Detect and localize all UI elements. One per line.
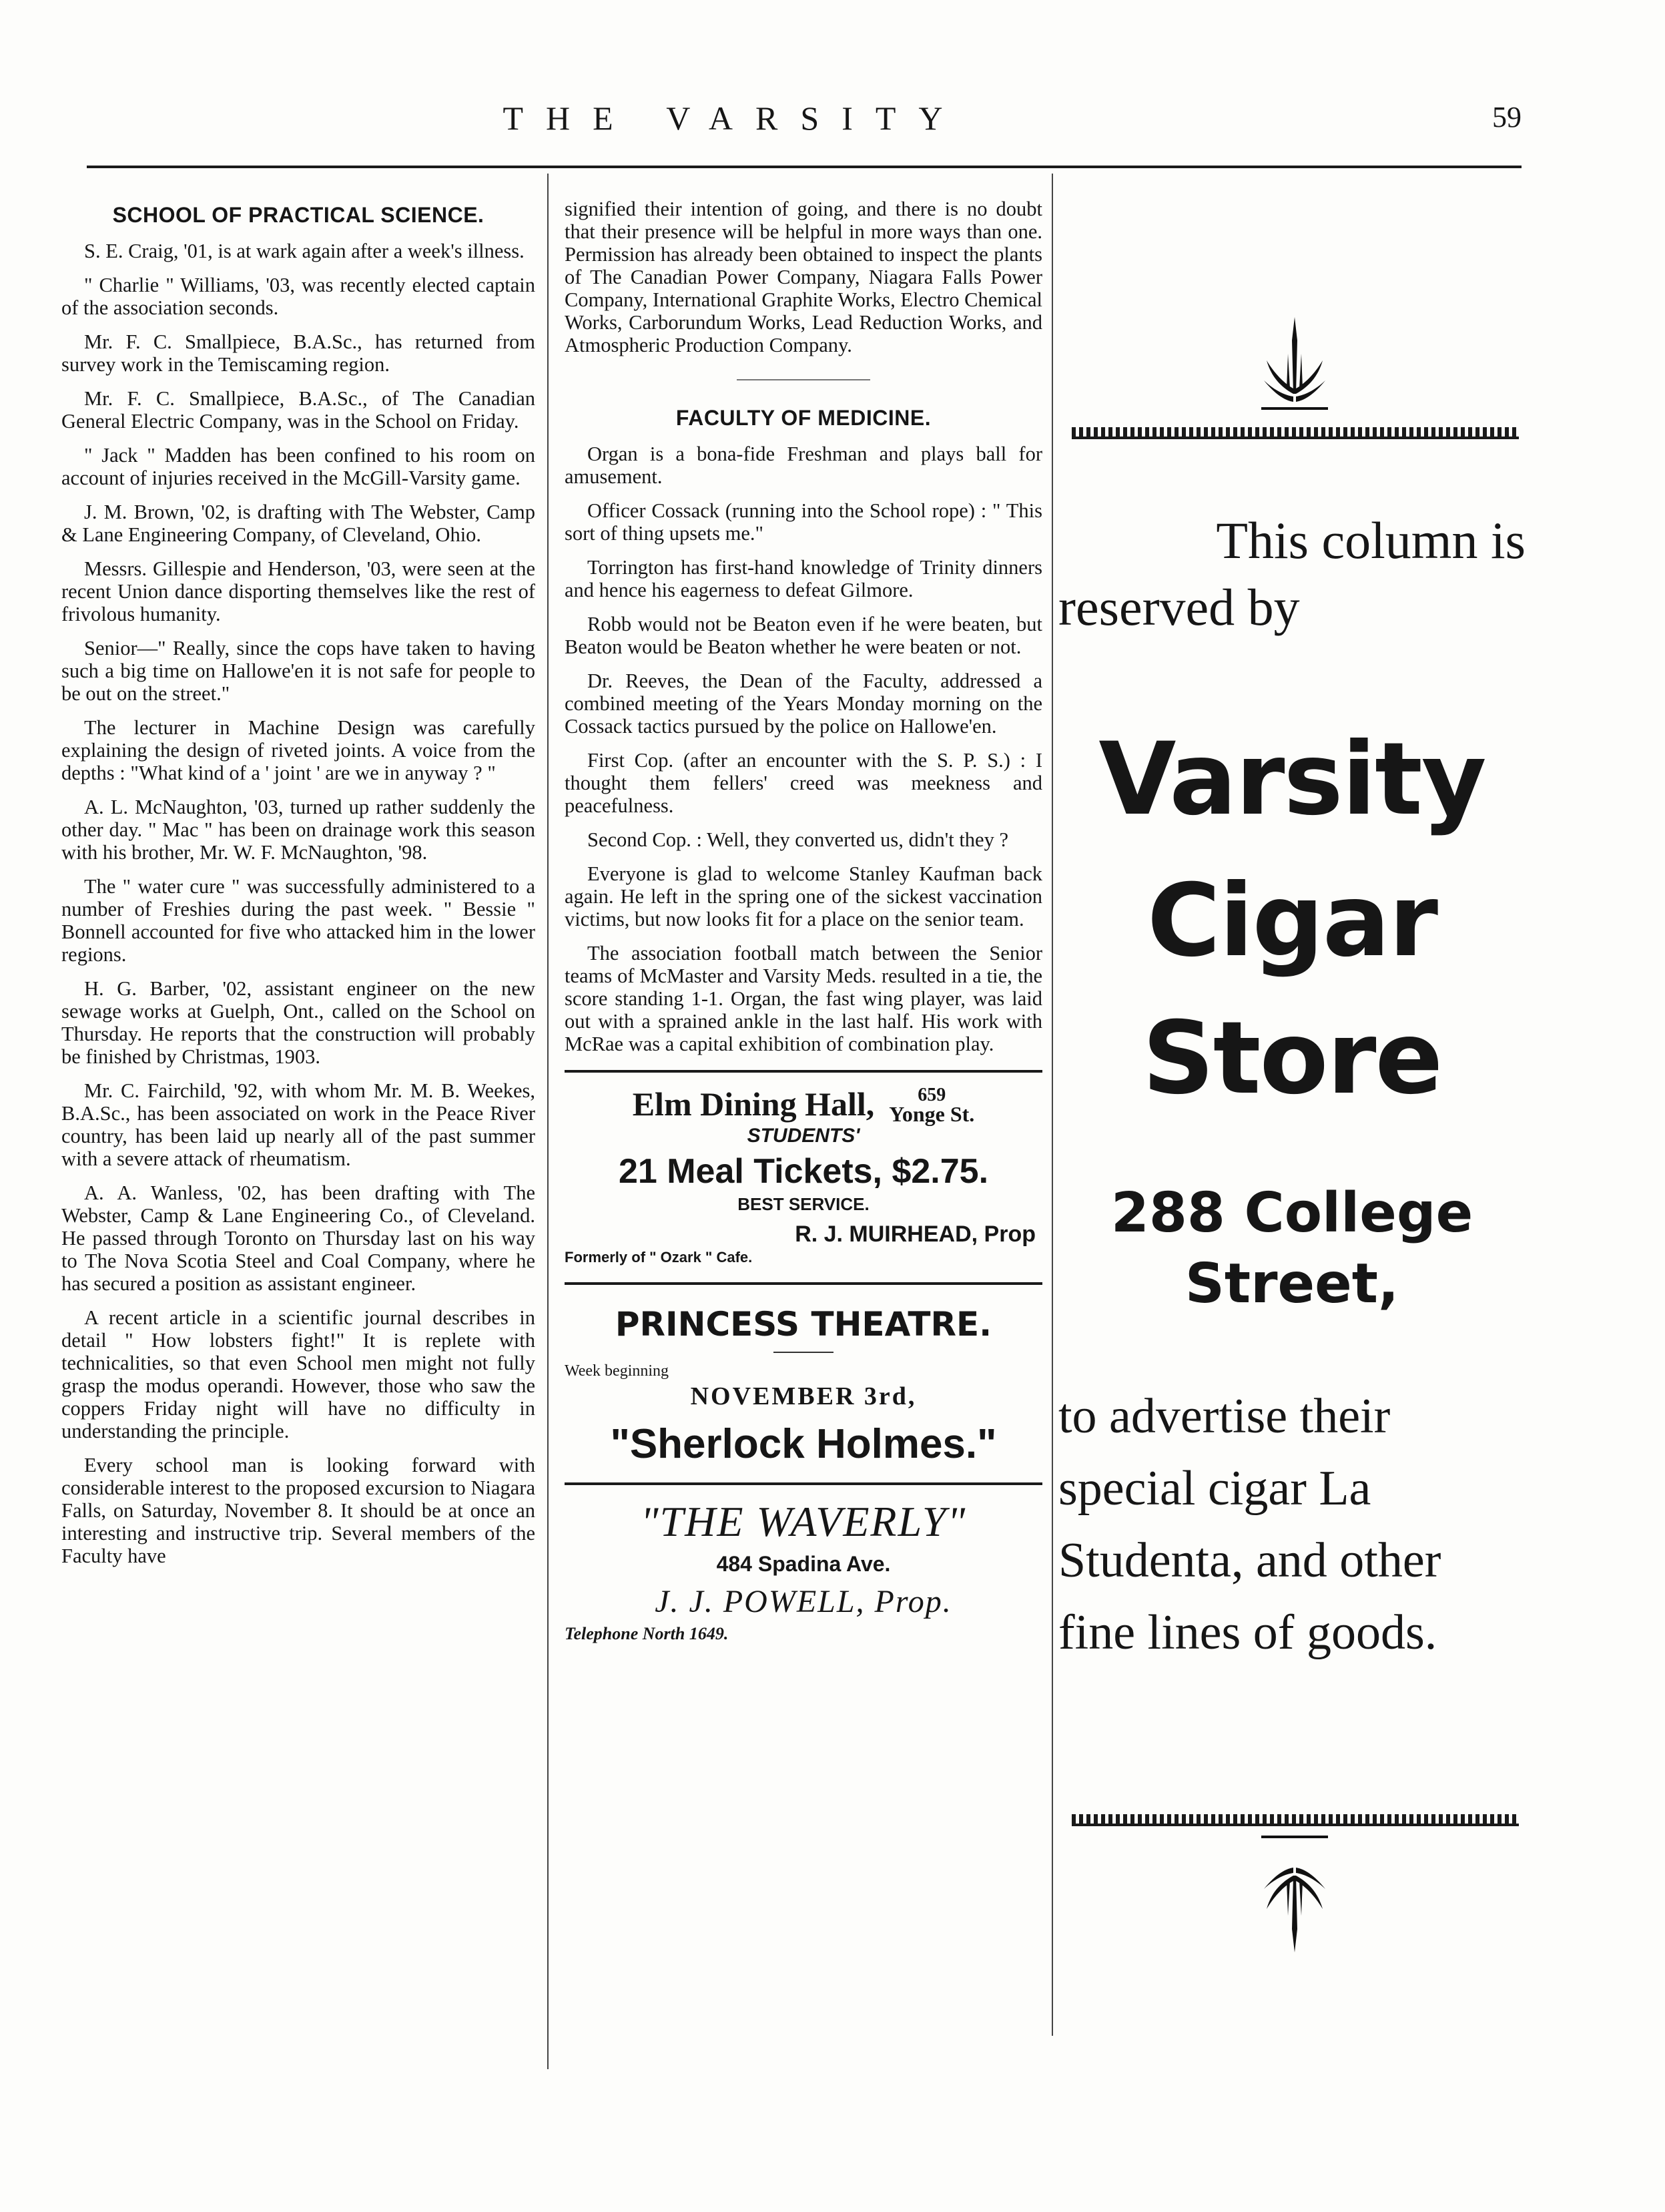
school-heading: SCHOOL OF PRACTICAL SCIENCE. (112, 203, 484, 227)
elm-address-number: 659 (918, 1085, 946, 1105)
school-paragraph: The " water cure " was successfully administered to a number of Freshies during the past week. " Bessie " Bonnell accounted for five who attacked him in the lower regions. (61, 875, 535, 966)
princess-underline (773, 1352, 834, 1353)
elm-dining-ad (565, 1073, 1042, 1282)
elm-name: Elm Dining Hall, (632, 1085, 875, 1123)
ornament-top (1255, 314, 1335, 434)
cigar-address-line1: 288 College (1110, 1181, 1473, 1245)
medicine-paragraph: Dr. Reeves, the Dean of the Faculty, addressed a combined meeting of the Years Monday morning on the Cossack tactics pursued by the police on Hallowe'en. (565, 669, 1042, 738)
elm-formerly: Formerly of " Ozark " Cafe. (565, 1249, 753, 1266)
school-paragraph: A. A. Wanless, '02, has been drafting with The Webster, Camp & Lane Engineering Co., of Cleveland. He passed through Toronto on Thursday last on his way to The Nova Scotia Steel and Coal Company, where he has secured a position as assistant engineer. (61, 1181, 535, 1295)
waverly-telephone: Telephone North 1649. (565, 1624, 729, 1643)
column-divider-right (1052, 174, 1053, 2036)
waverly-address: 484 Spadina Ave. (716, 1552, 891, 1576)
section-divider (737, 379, 870, 380)
cigar-store-line1: Varsity (1098, 722, 1485, 838)
school-paragraph: A recent article in a scientific journal describes in detail " How lobsters fight!" It is replete with technicalities, so that even School men might not fully grasp the modus operandi. However, those who saw the coppers Friday night will have no difficulty in understanding the principle. (61, 1306, 535, 1442)
school-paragraph: Mr. F. C. Smallpiece, B.A.Sc., has returned from survey work in the Temiscaming region. (61, 330, 535, 376)
medicine-paragraph: First Cop. (after an encounter with the S. P. S.) : I thought them fellers' creed was meekness and peacefulness. (565, 749, 1042, 817)
elm-tickets: 21 Meal Tickets, $2.75. (618, 1152, 989, 1191)
cigar-store-line2: Cigar (1146, 863, 1437, 979)
ornament-rule-top (1072, 427, 1519, 439)
middle-column (565, 194, 1042, 1644)
header-rule (87, 166, 1522, 168)
medicine-paragraph: Everyone is glad to welcome Stanley Kaufman back again. He left in the spring one of the sickest vaccination victims, but now looks fit for a place on the senior team. (565, 862, 1042, 930)
school-paragraph: Mr. C. Fairchild, '92, with whom Mr. M. B. Weekes, B.A.Sc., has been associated on work in the Peace River country, has been laid up nearly all of the past summer with a severe attack of rheumatism. (61, 1079, 535, 1170)
school-paragraph: " Charlie " Williams, '03, was recently elected captain of the association seconds. (61, 274, 535, 319)
medicine-paragraph: Robb would not be Beaton even if he were beaten, but Beaton would be Beaton whether he were beaten or not. (565, 613, 1042, 658)
page-number: 59 (1492, 101, 1522, 133)
ornament-rule-bottom (1072, 1814, 1519, 1826)
princess-theatre-ad (565, 1285, 1042, 1482)
medicine-paragraph: Torrington has first-hand knowledge of Trinity dinners and hence his eagerness to defeat Gilmore. (565, 556, 1042, 601)
medicine-heading: FACULTY OF MEDICINE. (675, 406, 932, 430)
princess-name: PRINCESS THEATRE. (615, 1305, 992, 1344)
elm-address-street: Yonge St. (889, 1102, 975, 1126)
school-paragraph: Every school man is looking forward with considerable interest to the proposed excursion to Niagara Falls, on Saturday, November 8. It should be at once an interesting and instructive trip. Several members of the Faculty have (61, 1454, 535, 1567)
cigar-reserved-line2: reserved by (1058, 578, 1300, 636)
waverly-ad (565, 1485, 1042, 1644)
elm-proprietor: R. J. MUIRHEAD, Prop (795, 1221, 1036, 1247)
school-paragraph: Mr. F. C. Smallpiece, B.A.Sc., of The Canadian General Electric Company, was in the School on Friday. (61, 387, 535, 433)
cigar-text-line4: fine lines of goods. (1058, 1605, 1437, 1660)
medicine-paragraph: Organ is a bona-fide Freshman and plays ball for amusement. (565, 443, 1042, 488)
school-paragraph: H. G. Barber, '02, assistant engineer on the new sewage works at Guelph, Ont., called on the School on Thursday. He reports that the construction will probably be finished by Christmas, 1903. (61, 977, 535, 1068)
medicine-paragraph: The association football match between the Senior teams of McMaster and Varsity Meds. resulted in a tie, the score standing 1-1. Organ, the fast wing player, was laid out with a sprained ankle in the last half. His work with McRae was a capital exhibition of combination play. (565, 942, 1042, 1055)
elm-students: STUDENTS' (747, 1125, 860, 1147)
cigar-address-line2: Street, (1185, 1252, 1399, 1316)
waverly-name: "THE WAVERLY" (640, 1498, 967, 1545)
school-paragraph: Messrs. Gillespie and Henderson, '03, were seen at the recent Union dance disporting themselves like the rest of frivolous humanity. (61, 557, 535, 625)
elm-service: BEST SERVICE. (737, 1194, 870, 1214)
princess-date: NOVEMBER 3rd, (690, 1382, 917, 1410)
cigar-reserved-line1: This column is (1216, 511, 1526, 569)
princess-show: "Sherlock Holmes." (610, 1421, 997, 1467)
school-paragraph: " Jack " Madden has been confined to his room on account of injuries received in the McGill-Varsity game. (61, 444, 535, 489)
school-paragraph: J. M. Brown, '02, is drafting with The Webster, Camp & Lane Engineering Company, of Cleveland, Ohio. (61, 501, 535, 546)
ornament-bottom (1255, 1836, 1335, 1956)
waverly-proprietor: J. J. POWELL, Prop. (655, 1584, 952, 1619)
cigar-text-line3: Studenta, and other (1058, 1533, 1441, 1588)
princess-week: Week beginning (565, 1362, 669, 1380)
masthead-title: THE VARSITY (503, 99, 966, 137)
medicine-paragraph: Officer Cossack (running into the School rope) : " This sort of thing upsets me." (565, 499, 1042, 545)
medicine-paragraphs (565, 443, 1042, 1055)
cigar-store-line3: Store (1142, 1001, 1442, 1117)
continuation-paragraph: signified their intention of going, and there is no doubt that their presence will be helpful in more ways than one. Permission has already been obtained to inspect the plants of The Canadian Power Company, Niagara Falls Power Company, International Graphite Works, Electro Chemical Works, Carborundum Works, Lead Reduction Works, and Atmospheric Production Company. (565, 198, 1042, 356)
column-divider-left (547, 174, 549, 2069)
cigar-text-line1: to advertise their (1058, 1389, 1391, 1444)
cigar-text-line2: special cigar La (1058, 1461, 1371, 1516)
school-paragraphs (61, 240, 535, 1567)
school-paragraph: Senior—" Really, since the cops have taken to having such a big time on Hallowe'en it is not safe for people to be out on the street." (61, 637, 535, 705)
school-paragraph: A. L. McNaughton, '03, turned up rather suddenly the other day. " Mac " has been on drainage work this season with his brother, Mr. W. F. McNaughton, '98. (61, 796, 535, 864)
school-paragraph: S. E. Craig, '01, is at wark again after a week's illness. (84, 240, 525, 262)
medicine-paragraph: Second Cop. : Well, they converted us, didn't they ? (587, 828, 1008, 851)
cigar-store-ad (1058, 507, 1526, 1669)
school-paragraph: The lecturer in Machine Design was carefully explaining the design of riveted joints. A voice from the depths : "What kind of a ' joint ' are we in anyway ? " (61, 716, 535, 784)
school-column (61, 194, 535, 1579)
